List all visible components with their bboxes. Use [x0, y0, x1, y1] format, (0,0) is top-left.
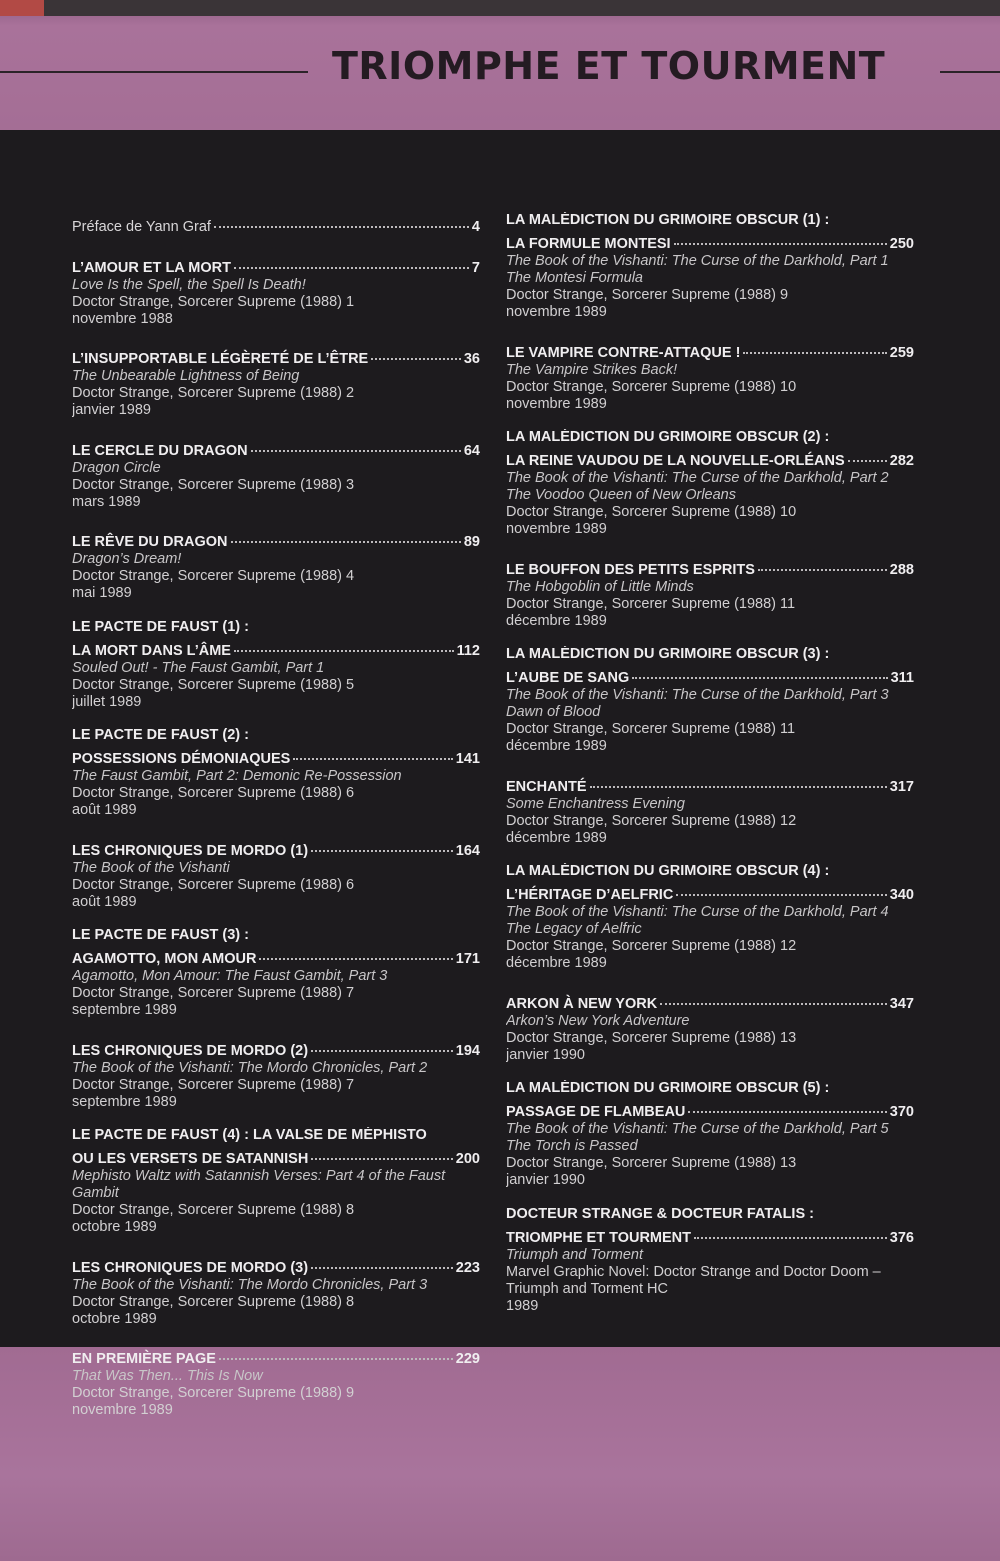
dot-leader: [311, 1253, 453, 1269]
page-number: 317: [889, 778, 914, 795]
toc-entry: [72, 927, 480, 1019]
toc-lead-line: [72, 527, 480, 551]
publication-source: Doctor Strange, Sorcerer Supreme (1988) 4: [72, 568, 355, 584]
original-title: The Montesi Formula: [506, 270, 643, 286]
page-number: 4: [471, 219, 480, 235]
dot-leader: [234, 253, 469, 269]
toc-title-line: LA MALÉDICTION DU GRIMOIRE OBSCUR (4) :: [506, 863, 830, 879]
toc-title: LE RÊVE DU DRAGON: [72, 534, 228, 550]
toc-lead-line: [72, 1344, 480, 1368]
header-band: [0, 0, 1000, 130]
toc-title: AGAMOTTO, MON AMOUR: [72, 951, 257, 967]
page-number: 89: [463, 534, 480, 550]
publication-date: septembre 1989: [72, 1093, 177, 1110]
page-number: 112: [456, 642, 480, 659]
toc-lead-line: [72, 744, 480, 768]
original-title: The Book of the Vishanti: The Curse of the Darkhold, Part 3: [506, 687, 889, 703]
toc-title: L’AUBE DE SANG: [506, 670, 630, 686]
original-title: Some Enchantress Evening: [506, 795, 685, 812]
publication-source: Doctor Strange, Sorcerer Supreme (1988) 10: [506, 504, 797, 520]
publication-source: Doctor Strange, Sorcerer Supreme (1988) 1: [72, 293, 355, 310]
original-title: That Was Then... This Is Now: [72, 1368, 263, 1384]
dot-leader: [676, 880, 887, 896]
publication-date: août 1989: [72, 893, 137, 910]
publication-date: octobre 1989: [72, 1219, 157, 1235]
page-number: 171: [455, 951, 480, 967]
toc-entry: [72, 436, 480, 511]
publication-source: Doctor Strange, Sorcerer Supreme (1988) 9: [72, 1385, 355, 1401]
page-number: 259: [889, 344, 914, 361]
publication-source: Marvel Graphic Novel: Doctor Strange and Doctor Doom – Triumph and Torment HC: [506, 1263, 881, 1297]
dot-leader: [293, 744, 452, 760]
page-number: 36: [463, 351, 480, 367]
toc-entry: [72, 836, 480, 911]
publication-source: Doctor Strange, Sorcerer Supreme (1988) 13: [506, 1029, 797, 1046]
publication-source: Doctor Strange, Sorcerer Supreme (1988) 13: [506, 1155, 797, 1171]
toc-title: LE CERCLE DU DRAGON: [72, 442, 248, 459]
original-title: Triumph and Torment: [506, 1246, 644, 1263]
original-title: Dawn of Blood: [506, 704, 601, 720]
publication-source: Doctor Strange, Sorcerer Supreme (1988) 7: [72, 985, 355, 1001]
publication-date: octobre 1989: [72, 1310, 157, 1327]
page-number: 282: [889, 453, 914, 469]
toc-lead-line: [72, 1144, 480, 1168]
publication-source: Doctor Strange, Sorcerer Supreme (1988) 12: [506, 812, 797, 829]
dot-leader: [251, 436, 461, 452]
original-title: The Book of the Vishanti: The Curse of the Darkhold, Part 2: [506, 470, 889, 486]
toc-lead-line: [72, 1253, 480, 1277]
toc-title: ENCHANTÉ: [506, 778, 587, 795]
publication-date: janvier 1990: [506, 1172, 585, 1188]
toc-title-line: DOCTEUR STRANGE & DOCTEUR FATALIS :: [506, 1205, 814, 1222]
publication-source: Doctor Strange, Sorcerer Supreme (1988) 3: [72, 476, 355, 493]
top-edge-strip: [0, 0, 1000, 16]
page-number: 229: [455, 1351, 480, 1367]
page-number: 7: [471, 259, 480, 276]
publication-source: Doctor Strange, Sorcerer Supreme (1988) 9: [506, 287, 789, 303]
page-number: 347: [889, 995, 914, 1012]
publication-source: Doctor Strange, Sorcerer Supreme (1988) 12: [506, 938, 797, 954]
page-title: TRIOMPHE ET TOURMENT: [332, 44, 886, 88]
toc-title-line: LE PACTE DE FAUST (1) :: [72, 618, 249, 635]
toc-title: PASSAGE DE FLAMBEAU: [506, 1104, 686, 1120]
toc-title: LA FORMULE MONTESI: [506, 236, 671, 252]
dot-leader: [674, 229, 887, 245]
toc-title: LES CHRONIQUES DE MORDO (1): [72, 842, 309, 859]
title-row: [0, 38, 1000, 108]
dot-leader: [660, 989, 887, 1005]
contents-column-right: [506, 212, 914, 1331]
original-title: The Book of the Vishanti: The Mordo Chronicles, Part 2: [72, 1059, 428, 1076]
dot-leader: [231, 527, 461, 543]
page-number: 370: [889, 1104, 914, 1120]
toc-lead-line: [72, 436, 480, 460]
toc-entry: [506, 429, 914, 538]
toc-lead-line: [506, 663, 914, 687]
toc-title: ARKON À NEW YORK: [506, 995, 658, 1012]
original-title: Arkon’s New York Adventure: [506, 1012, 690, 1029]
toc-title-line: LE PACTE DE FAUST (2) :: [72, 727, 249, 743]
toc-lead-line: [72, 344, 480, 368]
publication-source: Doctor Strange, Sorcerer Supreme (1988) 5: [72, 676, 355, 693]
publication-source: Doctor Strange, Sorcerer Supreme (1988) 7: [72, 1076, 355, 1093]
publication-source: Doctor Strange, Sorcerer Supreme (1988) 6: [72, 876, 355, 893]
publication-source: Doctor Strange, Sorcerer Supreme (1988) 8: [72, 1293, 355, 1310]
dot-leader: [632, 663, 887, 679]
publication-date: décembre 1989: [506, 829, 607, 846]
toc-lead-line: [506, 446, 914, 470]
publication-date: juillet 1989: [72, 693, 142, 710]
toc-lead-line: [72, 1036, 480, 1060]
toc-lead-line: [72, 636, 480, 660]
toc-entry: [72, 1253, 480, 1328]
toc-title: LES CHRONIQUES DE MORDO (3): [72, 1259, 309, 1276]
toc-entry: [72, 1344, 480, 1419]
toc-title: LA MORT DANS L’ÂME: [72, 642, 231, 659]
toc-entry: [506, 772, 914, 847]
toc-title-line: LE PACTE DE FAUST (3) :: [72, 927, 249, 943]
dot-leader: [371, 344, 461, 360]
toc-lead-line: [506, 555, 914, 579]
toc-entry: [506, 989, 914, 1064]
publication-source: Doctor Strange, Sorcerer Supreme (1988) 11: [506, 721, 796, 737]
preface-label: Préface de Yann Graf: [72, 219, 211, 235]
dot-leader: [259, 944, 452, 960]
title-rule-left: [0, 71, 308, 73]
original-title: The Vampire Strikes Back!: [506, 361, 678, 378]
page-number: 194: [455, 1042, 480, 1059]
publication-date: novembre 1988: [72, 310, 173, 327]
original-title: The Book of the Vishanti: [72, 859, 230, 876]
dot-leader: [311, 1144, 452, 1160]
publication-date: décembre 1989: [506, 955, 607, 971]
toc-entry: [72, 727, 480, 819]
toc-title: TRIOMPHE ET TOURMENT: [506, 1229, 692, 1246]
toc-entry: [506, 338, 914, 413]
toc-title: L’HÉRITAGE D’AELFRIC: [506, 887, 674, 903]
original-title: The Book of the Vishanti: The Curse of the Darkhold, Part 1: [506, 253, 889, 269]
top-edge-accent: [0, 0, 44, 16]
toc-entry: [72, 1127, 480, 1236]
toc-lead-line: [72, 836, 480, 860]
publication-source: Doctor Strange, Sorcerer Supreme (1988) 11: [506, 595, 796, 612]
dot-leader: [758, 555, 887, 571]
toc-entry: [506, 212, 914, 321]
toc-title-line: LA MALÉDICTION DU GRIMOIRE OBSCUR (1) :: [506, 212, 830, 228]
toc-lead-line: [506, 772, 914, 796]
dot-leader: [590, 772, 887, 788]
publication-source: Doctor Strange, Sorcerer Supreme (1988) 8: [72, 1202, 355, 1218]
toc-entry: [506, 1080, 914, 1189]
toc-entry: [72, 344, 480, 419]
dot-leader: [848, 446, 887, 462]
publication-date: 1989: [506, 1297, 539, 1314]
original-title: The Book of the Vishanti: The Curse of the Darkhold, Part 4: [506, 904, 889, 920]
toc-title: EN PREMIÈRE PAGE: [72, 1351, 216, 1367]
page-number: 376: [889, 1229, 914, 1246]
toc-lead-line: [506, 229, 914, 253]
publication-date: novembre 1989: [506, 395, 607, 412]
page-number: 141: [455, 751, 480, 767]
page-number: 164: [455, 842, 480, 859]
original-title: Dragon Circle: [72, 459, 161, 476]
publication-date: décembre 1989: [506, 612, 607, 629]
publication-source: Doctor Strange, Sorcerer Supreme (1988) 2: [72, 385, 355, 401]
original-title: Souled Out! - The Faust Gambit, Part 1: [72, 659, 325, 676]
toc-entry: [72, 253, 480, 328]
toc-title: L’AMOUR ET LA MORT: [72, 259, 231, 276]
page-number: 200: [455, 1151, 480, 1167]
original-title: The Voodoo Queen of New Orleans: [506, 487, 736, 503]
dot-leader: [234, 636, 454, 652]
toc-entry: [506, 1206, 914, 1315]
publication-source: Doctor Strange, Sorcerer Supreme (1988) 10: [506, 378, 797, 395]
page-number: 288: [889, 561, 914, 578]
original-title: The Book of the Vishanti: The Curse of the Darkhold, Part 5: [506, 1121, 889, 1137]
toc-title: LA REINE VAUDOU DE LA NOUVELLE-ORLÉANS: [506, 453, 845, 469]
toc-title: OU LES VERSETS DE SATANNISH: [72, 1151, 309, 1167]
toc-entry: [72, 1036, 480, 1111]
toc-lead-line: [506, 880, 914, 904]
page-number: 64: [463, 442, 480, 459]
publication-date: janvier 1990: [506, 1046, 585, 1063]
page-number: 340: [889, 887, 914, 903]
title-rule-right: [940, 71, 1000, 73]
toc-entry: [506, 863, 914, 972]
toc-entry-preface: [72, 212, 480, 236]
toc-title: POSSESSIONS DÉMONIAQUES: [72, 751, 291, 767]
original-title: The Torch is Passed: [506, 1138, 638, 1154]
dot-leader: [311, 1036, 453, 1052]
original-title: The Faust Gambit, Part 2: Demonic Re-Possession: [72, 768, 402, 784]
publication-date: novembre 1989: [72, 1402, 173, 1418]
dot-leader: [743, 338, 886, 354]
original-title: The Legacy of Aelfric: [506, 921, 642, 937]
toc-lead-line: [72, 253, 480, 277]
original-title: Mephisto Waltz with Satannish Verses: Part 4 of the Faust Gambit: [72, 1168, 446, 1201]
original-title: The Book of the Vishanti: The Mordo Chronicles, Part 3: [72, 1276, 428, 1293]
dot-leader: [311, 836, 453, 852]
original-title: The Hobgoblin of Little Minds: [506, 578, 694, 595]
toc-lead-line: [506, 338, 914, 362]
toc-lead-line: [506, 989, 914, 1013]
toc-title: LE BOUFFON DES PETITS ESPRITS: [506, 561, 755, 578]
page-number: 250: [889, 236, 914, 252]
publication-date: décembre 1989: [506, 738, 607, 754]
publication-date: novembre 1989: [506, 521, 607, 537]
toc-title-line: LE PACTE DE FAUST (4) : LA VALSE DE MÉPHISTO: [72, 1127, 427, 1143]
toc-lead-line: [72, 212, 480, 236]
toc-entry: [506, 646, 914, 755]
toc-title-line: LA MALÉDICTION DU GRIMOIRE OBSCUR (2) :: [506, 429, 830, 445]
original-title: Dragon’s Dream!: [72, 551, 182, 567]
page-number: 311: [890, 670, 914, 686]
toc-title-line: LA MALÉDICTION DU GRIMOIRE OBSCUR (3) :: [506, 646, 830, 662]
publication-date: septembre 1989: [72, 1002, 177, 1018]
toc-title-line: LA MALÉDICTION DU GRIMOIRE OBSCUR (5) :: [506, 1080, 830, 1096]
page-number: 223: [455, 1259, 480, 1276]
toc-entry: [506, 555, 914, 630]
publication-date: novembre 1989: [506, 304, 607, 320]
dot-leader: [219, 1344, 453, 1360]
toc-entry: [72, 527, 480, 602]
dot-leader: [214, 212, 469, 228]
publication-date: août 1989: [72, 802, 137, 818]
publication-date: mars 1989: [72, 493, 141, 510]
toc-title: L’INSUPPORTABLE LÉGÈRETÉ DE L’ÊTRE: [72, 351, 369, 367]
original-title: Agamotto, Mon Amour: The Faust Gambit, Part 3: [72, 968, 388, 984]
dot-leader: [688, 1097, 886, 1113]
publication-source: Doctor Strange, Sorcerer Supreme (1988) 6: [72, 785, 355, 801]
toc-lead-line: [72, 944, 480, 968]
toc-title: LE VAMPIRE CONTRE-ATTAQUE !: [506, 344, 741, 361]
publication-date: janvier 1989: [72, 402, 151, 418]
toc-entry: [72, 619, 480, 711]
dot-leader: [694, 1223, 887, 1239]
toc-title: LES CHRONIQUES DE MORDO (2): [72, 1042, 309, 1059]
original-title: Love Is the Spell, the Spell Is Death!: [72, 276, 306, 293]
toc-lead-line: [506, 1223, 914, 1247]
toc-lead-line: [506, 1097, 914, 1121]
original-title: The Unbearable Lightness of Being: [72, 368, 300, 384]
publication-date: mai 1989: [72, 585, 132, 601]
contents-column-left: [72, 212, 480, 1436]
